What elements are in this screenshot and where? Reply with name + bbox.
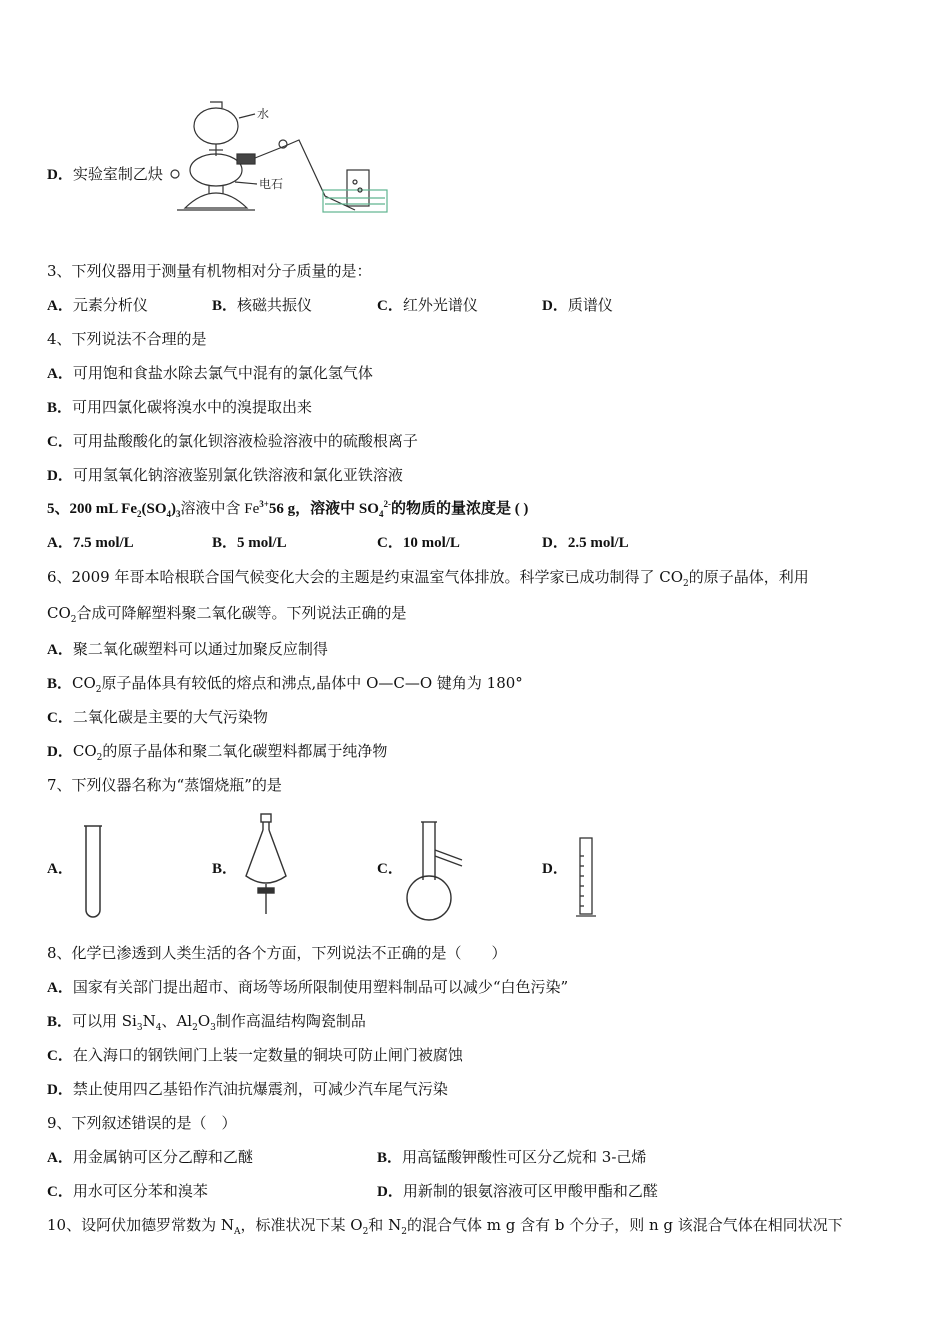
q4-option-c: C．可用盐酸酸化的氯化钡溶液检验溶液中的硫酸根离子 <box>47 432 418 450</box>
q7-label-a: A． <box>47 861 73 877</box>
q6-option-c: C．二氧化碳是主要的大气污染物 <box>47 708 268 726</box>
q5-option-c: C．10 mol/L <box>377 535 460 551</box>
q9-option-d: D．用新制的银氨溶液可区甲酸甲酯和乙醛 <box>377 1182 658 1200</box>
q4-stem: 4、下列说法不合理的是 <box>47 330 207 348</box>
q7-label-c: C． <box>377 861 403 877</box>
q9-stem: 9、下列叙述错误的是（ ） <box>47 1114 237 1132</box>
q4-option-a: A．可用饱和食盐水除去氯气中混有的氯化氢气体 <box>47 364 373 382</box>
q8-option-b: B．可以用 $Si_3N_4$、$Al_2O_3$制作高温结构陶瓷制品 <box>47 1012 366 1033</box>
option-text: 实验室制乙炔 <box>72 165 163 183</box>
q6-stem-line2: $CO_2$合成可降解塑料聚二氧化碳等。下列说法正确的是 <box>47 604 407 625</box>
q2-option-d <box>47 164 163 185</box>
q8-option-d: D．禁止使用四乙基铅作汽油抗爆震剂，可减少汽车尾气污染 <box>47 1080 448 1098</box>
separatory-funnel-icon <box>240 812 292 920</box>
q4-option-b: B．可用四氯化碳将溴水中的溴提取出来 <box>47 398 313 416</box>
q7-stem: 7、下列仪器名称为“蒸馏烧瓶”的是 <box>47 776 282 794</box>
q10-stem: 10、设阿伏加德罗常数为 $N_A$，标准状况下某 $O_2$和 $N_2$的混合气体 m g 含有 b 个分子，则 n g 该混合气体在相同状况下 <box>47 1216 843 1237</box>
q6-stem-line1: 6、2009 年哥本哈根联合国气候变化大会的主题是约束温室气体排放。科学家已成功制得了 $CO_2$的原子晶体，利用 <box>47 568 809 589</box>
q5-option-d: D．2.5 mol/L <box>542 535 629 551</box>
distillation-flask-icon <box>402 820 466 922</box>
q8-stem: 8、化学已渗透到人类生活的各个方面，下列说法不正确的是（ ） <box>47 944 507 962</box>
q3-stem: 3、下列仪器用于测量有机物相对分子质量的是： <box>47 262 372 280</box>
q9-option-c: C．用水可区分苯和溴苯 <box>47 1182 208 1200</box>
q7-label-d: D． <box>542 861 568 877</box>
q4-option-d: D．可用氢氧化钠溶液鉴别氯化铁溶液和氯化亚铁溶液 <box>47 466 403 484</box>
q5-option-a: A．7.5 mol/L <box>47 535 134 551</box>
q3-option-d: D．质谱仪 <box>542 296 613 314</box>
q9-option-a: A．用金属钠可区分乙醇和乙醚 <box>47 1148 253 1166</box>
q8-option-c: C．在入海口的钢铁闸门上装一定数量的铜块可防止闸门被腐蚀 <box>47 1046 463 1064</box>
water-label: 水 <box>257 107 270 121</box>
test-tube-icon <box>78 822 108 922</box>
q8-option-a: A．国家有关部门提出超市、商场等场所限制使用塑料制品可以减少“白色污染” <box>47 978 569 996</box>
q3-option-b: B．核磁共振仪 <box>212 296 313 314</box>
q6-option-b: B．$CO_2$原子晶体具有较低的熔点和沸点,晶体中 O—C—O 键角为 180° <box>47 674 523 695</box>
graduated-cylinder-icon <box>574 836 600 922</box>
q5-stem: 5、200 mL $Fe_2(SO_4)_3$溶液中含 $Fe^{3+}56$ g，溶液中 $SO_4^{2-}$的物质的量浓度是 ( ) <box>47 499 529 519</box>
option-label: D． <box>47 167 73 183</box>
q3-option-a: A．元素分析仪 <box>47 296 148 314</box>
carbide-label: 电石 <box>259 177 284 191</box>
q6-option-d: D．$CO_2$的原子晶体和聚二氧化碳塑料都属于纯净物 <box>47 742 388 763</box>
q5-option-b: B．5 mol/L <box>212 535 287 551</box>
acetylene-apparatus-figure <box>165 98 395 223</box>
q3-option-c: C．红外光谱仪 <box>377 296 478 314</box>
q9-option-b: B．用高锰酸钾酸性可区分乙烷和 3-己烯 <box>377 1148 647 1166</box>
q7-label-b: B． <box>212 861 238 877</box>
q6-option-a: A．聚二氧化碳塑料可以通过加聚反应制得 <box>47 640 328 658</box>
